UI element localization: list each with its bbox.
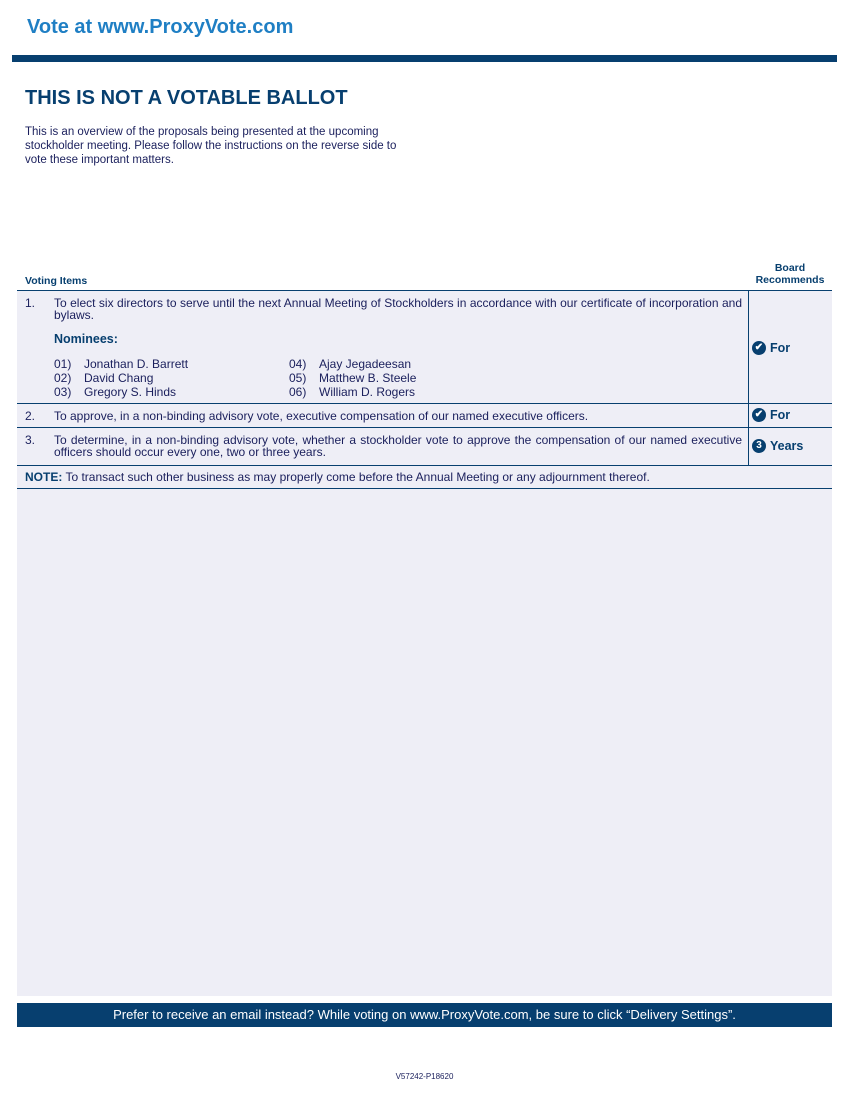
nominee-04: 04) Ajay Jegadeesan <box>289 357 412 371</box>
voting-items-header: Voting Items <box>25 275 88 287</box>
board-recommends-header <box>750 262 830 286</box>
column-separator <box>748 291 749 403</box>
item-number: 3. <box>25 433 36 447</box>
nominee-01: 01) Jonathan D. Barrett <box>54 357 189 371</box>
column-separator <box>748 404 749 427</box>
recommendation-text: For <box>770 408 791 422</box>
board-recommendation <box>752 341 790 355</box>
nominees-label: Nominees: <box>54 332 118 346</box>
voting-item-3 <box>17 428 832 466</box>
note-row <box>17 466 832 489</box>
number-circle-icon: 3 <box>752 439 766 453</box>
board-header-line1: Board <box>774 262 806 274</box>
item-number: 1. <box>25 296 36 310</box>
nominee-05: 05) Matthew B. Steele <box>289 371 417 385</box>
recommendation-text: For <box>770 341 791 355</box>
email-delivery-banner: Prefer to receive an email instead? While voting on www.ProxyVote.com, be sure to click “Delivery Settings”. <box>17 1003 832 1027</box>
document-code: V57242-P18620 <box>395 1072 454 1081</box>
board-recommendation <box>752 439 803 453</box>
board-header-line2: Recommends <box>755 274 825 286</box>
note <box>25 471 650 483</box>
board-recommendation <box>752 408 790 422</box>
voting-item-1 <box>17 291 832 404</box>
header-divider <box>12 55 837 62</box>
check-circle-icon: ✔ <box>752 408 766 422</box>
recommendation-text: Years <box>770 439 804 453</box>
page-title: THIS IS NOT A VOTABLE BALLOT <box>25 87 348 109</box>
voting-item-2 <box>17 404 832 428</box>
column-separator <box>748 428 749 465</box>
item-description: To approve, in a non-binding advisory vote, executive compensation of our named executive officers. <box>54 409 589 423</box>
nominee-03: 03) Gregory S. Hinds <box>54 385 177 399</box>
item-description: To determine, in a non-binding advisory vote, whether a stockholder vote to approve the compensation of our named executive officers should occur every one, two or three years. <box>54 433 742 459</box>
nominee-02: 02) David Chang <box>54 371 154 385</box>
note-label: NOTE: <box>25 470 63 484</box>
item-description: To elect six directors to serve until the next Annual Meeting of Stockholders in accordance with our certificate of incorporation and bylaws. <box>54 296 742 322</box>
nominee-06: 06) William D. Rogers <box>289 385 416 399</box>
check-circle-icon: ✔ <box>752 341 766 355</box>
intro-text: This is an overview of the proposals being presented at the upcoming stockholder meeting. Please follow the instructions on the reverse side to vote these important matters. <box>25 126 397 166</box>
note-text: To transact such other business as may properly come before the Annual Meeting or any adjournment thereof. <box>62 470 650 484</box>
item-number: 2. <box>25 409 36 423</box>
vote-link[interactable]: Vote at www.ProxyVote.com <box>27 16 294 38</box>
